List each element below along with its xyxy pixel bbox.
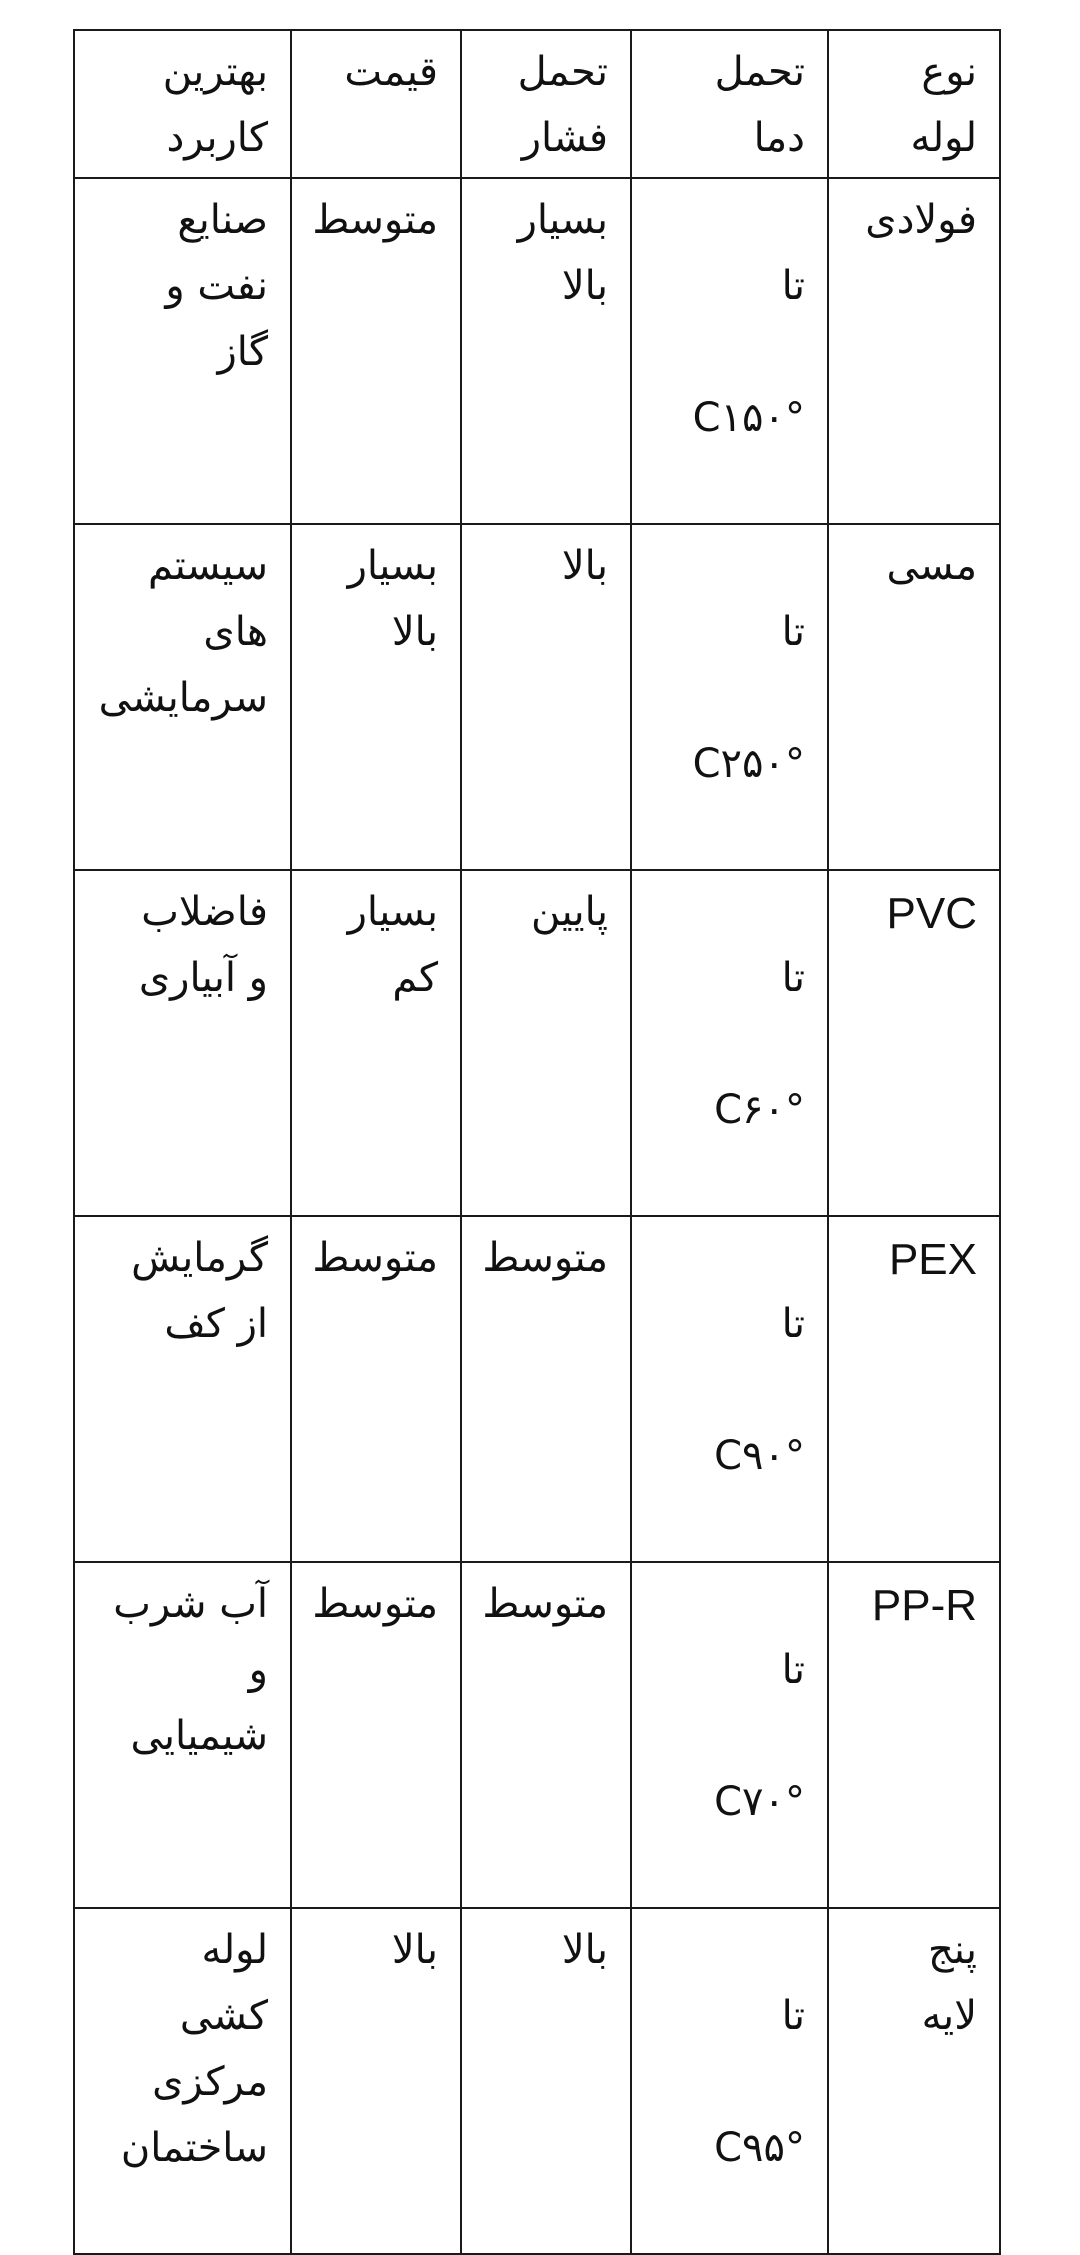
cell-pressure: بالا xyxy=(461,524,631,870)
cell-price: بالا xyxy=(291,1908,461,2254)
temp-prefix: تا xyxy=(781,263,805,309)
cell-pipe-type: PVC xyxy=(828,870,1000,1216)
cell-pressure: بسیار بالا xyxy=(461,178,631,524)
cell-price: متوسط xyxy=(291,178,461,524)
cell-pipe-type: پنج لایه xyxy=(828,1908,1000,2254)
header-pipe-type: نوع لوله xyxy=(828,30,1000,178)
cell-best-use: آب شرب و شیمیایی xyxy=(74,1562,291,1908)
table-row xyxy=(74,524,1000,870)
header-best-use: بهترین کاربرد xyxy=(74,30,291,178)
table-row xyxy=(74,870,1000,1216)
temp-value: C۷۰° xyxy=(714,1779,805,1825)
table-row xyxy=(74,1562,1000,1908)
cell-temp-tolerance xyxy=(631,524,828,870)
cell-best-use: فاضلاب و آبیاری xyxy=(74,870,291,1216)
temp-value: C۱۵۰° xyxy=(692,395,805,441)
cell-price: متوسط xyxy=(291,1216,461,1562)
cell-price: بسیار بالا xyxy=(291,524,461,870)
pipe-comparison-table xyxy=(73,29,1001,2255)
cell-best-use: سیستم های سرمایشی xyxy=(74,524,291,870)
temp-value: C۹۰° xyxy=(714,1433,805,1479)
table-row xyxy=(74,1908,1000,2254)
temp-value: C۶۰° xyxy=(714,1087,805,1133)
cell-best-use: گرمایش از کف xyxy=(74,1216,291,1562)
cell-pipe-type: PEX xyxy=(828,1216,1000,1562)
cell-temp-tolerance xyxy=(631,1216,828,1562)
cell-temp-tolerance xyxy=(631,1908,828,2254)
temp-value: C۲۵۰° xyxy=(692,741,805,787)
cell-temp-tolerance xyxy=(631,870,828,1216)
temp-value: C۹۵° xyxy=(714,2125,805,2171)
cell-pipe-type: فولادی xyxy=(828,178,1000,524)
cell-temp-tolerance xyxy=(631,1562,828,1908)
header-price: قیمت xyxy=(291,30,461,178)
cell-pipe-type: PP-R xyxy=(828,1562,1000,1908)
cell-pressure: بالا xyxy=(461,1908,631,2254)
cell-pressure: پایین xyxy=(461,870,631,1216)
header-temp-tolerance: تحمل دما xyxy=(631,30,828,178)
cell-price: بسیار کم xyxy=(291,870,461,1216)
cell-temp-tolerance xyxy=(631,178,828,524)
temp-prefix: تا xyxy=(781,955,805,1001)
table-row xyxy=(74,178,1000,524)
temp-prefix: تا xyxy=(781,609,805,655)
cell-best-use: صنایع نفت و گاز xyxy=(74,178,291,524)
temp-prefix: تا xyxy=(781,1647,805,1693)
table-row xyxy=(74,1216,1000,1562)
cell-best-use: لوله کشی مرکزی ساختمان xyxy=(74,1908,291,2254)
cell-pipe-type: مسی xyxy=(828,524,1000,870)
cell-price: متوسط xyxy=(291,1562,461,1908)
cell-pressure: متوسط xyxy=(461,1216,631,1562)
temp-prefix: تا xyxy=(781,1301,805,1347)
temp-prefix: تا xyxy=(781,1993,805,2039)
cell-pressure: متوسط xyxy=(461,1562,631,1908)
table-header-row xyxy=(74,30,1000,178)
header-pressure-tolerance: تحمل فشار xyxy=(461,30,631,178)
